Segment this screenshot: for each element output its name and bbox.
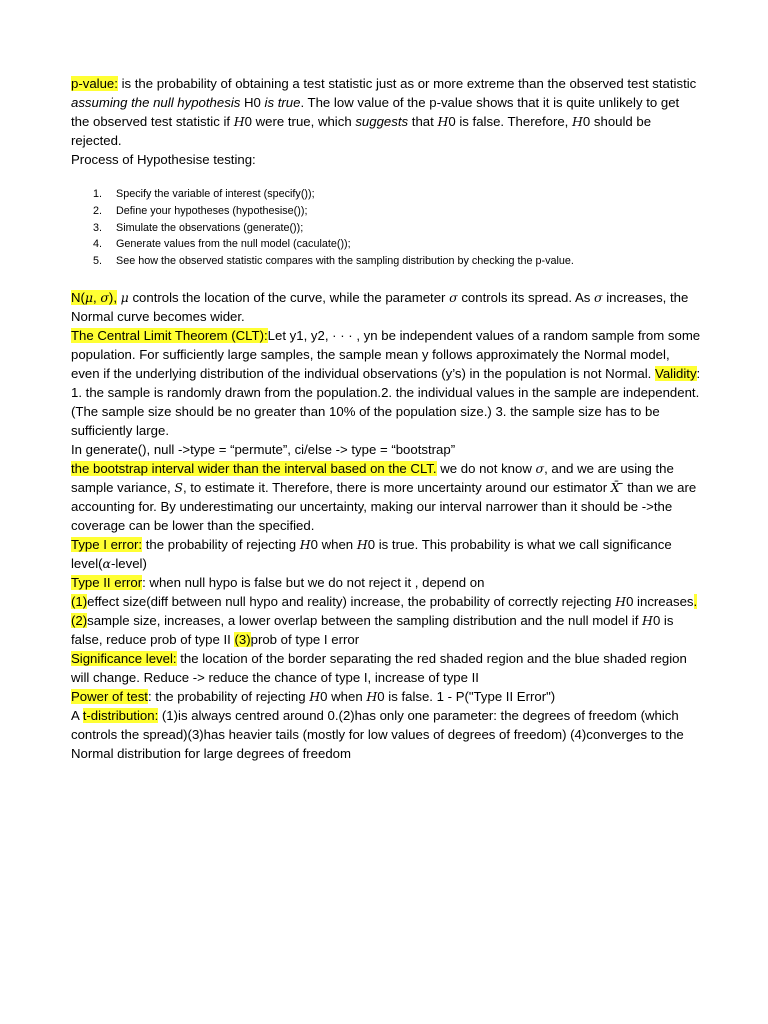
generate-line: In generate(), null ->type = “permute”, ci/else -> type = “bootstrap” (71, 442, 456, 457)
type1-paragraph: Type I error: the probability of rejecting H0 when H0 is true. This probability is what we call significance level(α-level) (71, 537, 672, 571)
list-item: 5. See how the observed statistic compares with the sampling distribution by checking the p-value. (93, 255, 574, 268)
process-heading: Process of Hypothesise testing: (71, 152, 256, 167)
list-item: 2. Define your hypotheses (hypothesise()); (93, 204, 308, 217)
normal-term: N(μ, σ), (71, 290, 117, 305)
significance-paragraph: Significance level: the location of the border separating the red shaded region and the blue shaded region will change. Reduce -> reduce the chance of type I, increase of type II (71, 651, 687, 685)
list-item: 1. Specify the variable of interest (specify()); (93, 188, 315, 200)
list-item: 4. Generate values from the null model (caculate()); (93, 238, 351, 251)
normal-paragraph: N(μ, σ), μ controls the location of the curve, while the parameter σ controls its spread. As σ increases, the Normal curve becomes wider. (71, 290, 689, 324)
tdist-paragraph: A t-distribution: (1)is always centred around 0.(2)has only one parameter: the degrees of freedom (which controls the spread)(3)has heavier tails (mostly for low values of degrees of freedom) (4)converges to the Normal distribution for large degrees of freedom (71, 708, 684, 761)
tdist-term: t-distribution: (82, 708, 159, 723)
bootstrap-paragraph: the bootstrap interval wider than the interval based on the CLT. we do not know σ, and we are using the sample variance, S, to estimate it. Therefore, there is more uncertainty around our estimator X̄ ̄ than we are accounting for. By underestimating our uncertainty, making our interval narrower than it should be ->the coverage can be lower than the specified. (71, 461, 697, 533)
validity-term: Validity (655, 366, 697, 381)
type2-point-1: (1) (71, 594, 88, 609)
clt-paragraph: The Central Limit Theorem (CLT):Let y1, y2, · · · , yn be independent values of a random sample from some population. For sufficiently large samples, the sample mean y follows approximately the Normal model, even if the underlying distribution of the individual observations (y’s) in the population is not Normal. Validity: 1. the sample is randomly drawn from the population.2. the individual values in the sample are independent. (The sample size should be no greater than 10% of the population size.) 3. the sample size has to be sufficiently large. (71, 328, 701, 438)
process-steps-list (93, 186, 693, 270)
significance-term: Significance level: (71, 651, 177, 666)
type2-term: Type II error (71, 575, 143, 590)
type2-point-3: (3) (234, 632, 251, 647)
notes-body (71, 288, 701, 763)
list-item: 3. Simulate the observations (generate()); (93, 221, 304, 234)
type2-paragraph: Type II error: when null hypo is false but we do not reject it , depend on (1)effect size(diff between null hypo and reality) increase, the probability of correctly rejecting H0 increases. (2)sample size, increases, a lower overlap between the sampling distribution and the null model if H0 is false, reduce prob of type II (3)prob of type I error (71, 575, 698, 647)
bootstrap-term: the bootstrap interval wider than the interval based on the CLT. (71, 461, 437, 476)
pvalue-term: p-value: (71, 76, 118, 91)
type1-term: Type I error: (71, 537, 143, 552)
type2-point-2: . (2) (71, 594, 698, 628)
power-paragraph: Power of test: the probability of rejecting H0 when H0 is false. 1 - P("Type II Error") (71, 689, 556, 704)
power-term: Power of test (71, 689, 148, 704)
clt-term: The Central Limit Theorem (CLT): (71, 328, 268, 343)
pvalue-paragraph: p-value: is the probability of obtaining a test statistic just as or more extreme than the observed test statistic assuming the null hypothesis H0 is true. The low value of the p-value shows that it is quite unlikely to get the observed test statistic if H0 were true, which suggests that H0 is false. Therefore, H0 should be rejected. (71, 76, 697, 148)
